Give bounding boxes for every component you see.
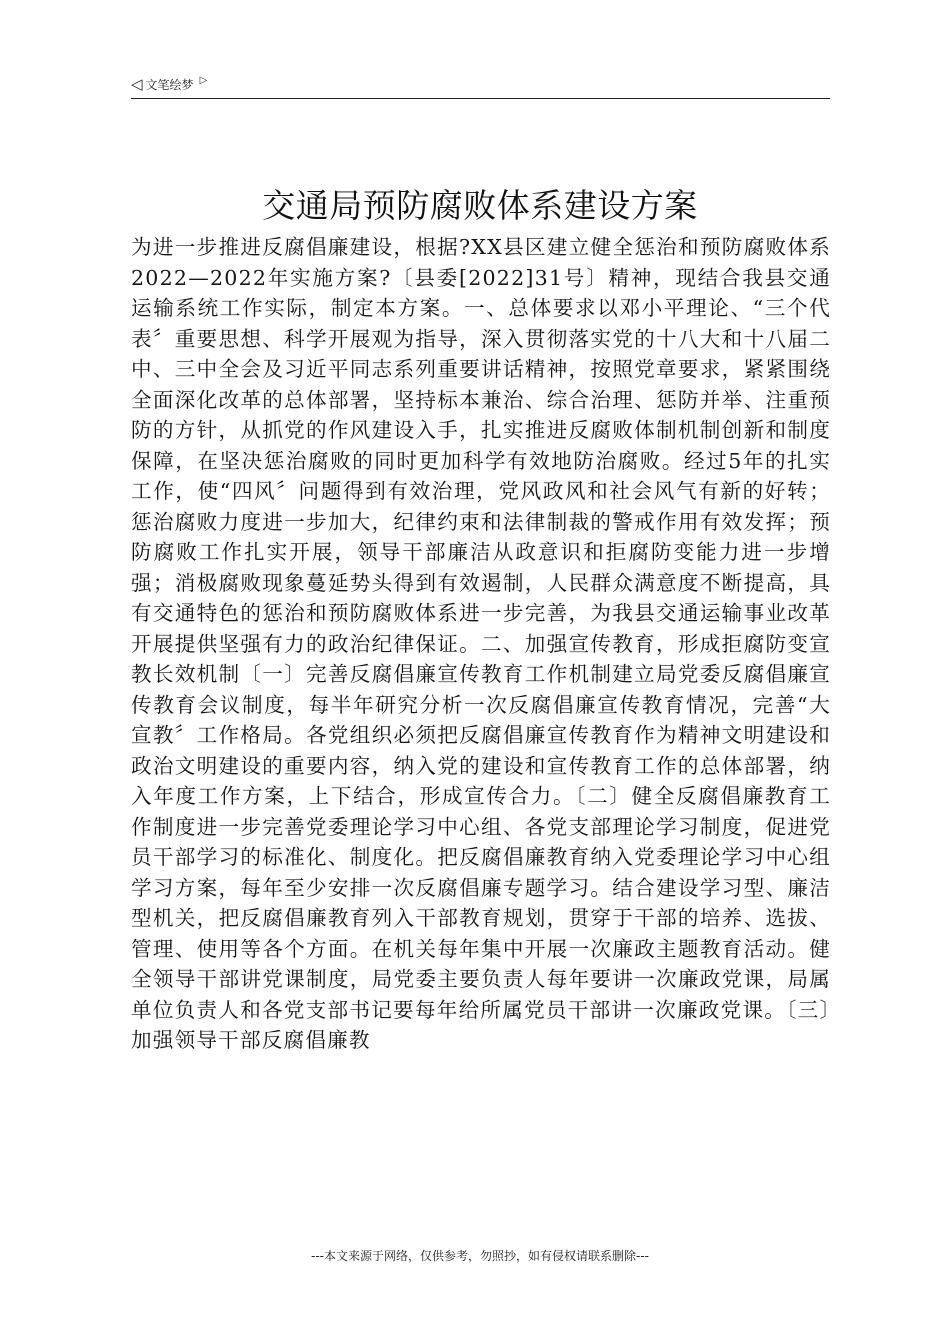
header-brand <box>131 74 207 94</box>
header-label: 文笔绘梦 <box>145 77 194 92</box>
page-header <box>131 74 830 99</box>
document-body: 为进一步推进反腐倡廉建设，根据?XX县区建立健全惩治和预防腐败体系2022—2022年实施方案?〔县委[2022]31号〕精神，现结合我县交通运输系统工作实际，制定本方案。一、总体要求以邓小平理论、“三个代表〞重要思想、科学开展观为指导，深入贯彻落实党的十八大和十八届二中、三中全会及习近平同志系列重要讲话精神，按照党章要求，紧紧围绕全面深化改革的总体部署，坚持标本兼治、综合治理、惩防并举、注重预防的方针，从抓党的作风建设入手，扎实推进反腐败体制机制创新和制度保障，在坚决惩治腐败的同时更加科学有效地防治腐败。经过5年的扎实工作，使“四风〞问题得到有效治理，党风政风和社会风气有新的好转；惩治腐败力度进一步加大，纪律约束和法律制裁的警戒作用有效发挥；预防腐败工作扎实开展，领导干部廉洁从政意识和拒腐防变能力进一步增强；消极腐败现象蔓延势头得到有效遏制，人民群众满意度不断提高，具有交通特色的惩治和预防腐败体系进一步完善，为我县交通运输事业改革开展提供坚强有力的政治纪律保证。二、加强宣传教育，形成拒腐防变宣教长效机制〔一〕完善反腐倡廉宣传教育工作机制建立局党委反腐倡廉宣传教育会议制度，每半年研究分析一次反腐倡廉宣传教育情况，完善“大宣教〞工作格局。各党组织必须把反腐倡廉宣传教育作为精神文明建设和政治文明建设的重要内容，纳入党的建设和宣传教育工作的总体部署，纳入年度工作方案，上下结合，形成宣传合力。〔二〕健全反腐倡廉教育工作制度进一步完善党委理论学习中心组、各党支部理论学习制度，促进党员干部学习的标准化、制度化。把反腐倡廉教育纳入党委理论学习中心组学习方案，每年至少安排一次反腐倡廉专题学习。结合建设学习型、廉洁型机关，把反腐倡廉教育列入干部教育规划，贯穿于干部的培养、选拔、管理、使用等各个方面。在机关每年集中开展一次廉政主题教育活动。健全领导干部讲党课制度，局党委主要负责人每年要讲一次廉政党课，局属单位负责人和各党支部书记要每年给所属党员干部讲一次廉政党课。〔三〕加强领导干部反腐倡廉教 <box>131 235 831 1052</box>
footer-notice: ---本文来源于网络，仅供参考，勿照抄，如有侵权请联系删除--- <box>311 1249 649 1263</box>
triangle-left-icon: ◁ <box>131 74 143 93</box>
triangle-right-icon: ▷ <box>199 75 208 86</box>
document-title: 交通局预防腐败体系建设方案 <box>262 186 698 225</box>
